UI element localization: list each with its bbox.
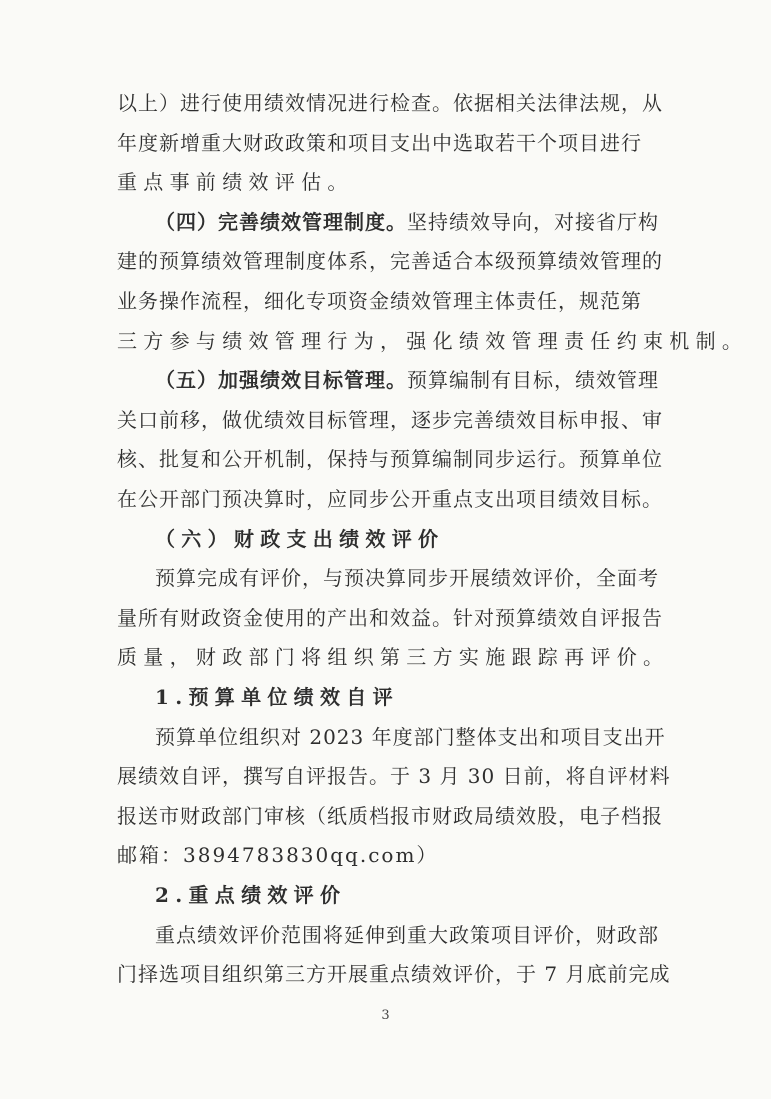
section-heading-4 [155, 209, 659, 235]
text-line [117, 90, 663, 116]
bold-heading: （四）完善绩效管理制度。 [155, 210, 407, 234]
subheading-1 [155, 684, 595, 710]
line-text: 年度新增重大财政政策和项目支出中选取若干个项目进行 [117, 131, 642, 155]
line-text: 展绩效自评，撰写自评报告。于 3 月 30 日前，将自评材料 [117, 764, 671, 788]
text-line [117, 446, 663, 472]
text-line [155, 724, 666, 750]
bold-heading: （六）财政支出绩效评价 [155, 527, 445, 551]
line-text: 报送市财政部门审核（纸质档报市财政局绩效股，电子档报 [117, 804, 663, 828]
line-text: 以上）进行使用绩效情况进行检查。依据相关法律法规，从 [117, 91, 663, 115]
text-line [117, 288, 642, 314]
text-line [117, 248, 663, 274]
text-line [117, 644, 670, 670]
section-heading-5 [155, 367, 659, 393]
section-heading-6 [155, 526, 595, 552]
line-text: 三方参与绩效管理行为，强化绩效管理责任约束机制。 [117, 329, 749, 353]
text-line [117, 407, 663, 433]
page-number: 3 [381, 1008, 390, 1023]
line-text: 预算单位组织对 2023 年度部门整体支出和项目支出开 [155, 725, 666, 749]
text-line [117, 328, 749, 354]
text-line [117, 803, 663, 829]
text-line [117, 763, 671, 789]
text-line [155, 922, 659, 948]
bold-heading: （五）加强绩效目标管理。 [155, 368, 407, 392]
line-text: 质量，财政部门将组织第三方实施跟踪再评价。 [117, 645, 670, 669]
line-text: 业务操作流程，细化专项资金绩效管理主体责任，规范第 [117, 289, 642, 313]
text-line [117, 961, 671, 987]
line-text: 邮箱：3894783830qq.com） [117, 843, 439, 867]
line-text: 核、批复和公开机制，保持与预算编制同步运行。预算单位 [117, 447, 663, 471]
line-text: 重点事前绩效评估。 [117, 170, 354, 194]
email-line [117, 842, 595, 868]
line-text: 量所有财政资金使用的产出和效益。针对预算绩效自评报告 [117, 606, 663, 630]
line-text: 预算完成有评价，与预决算同步开展绩效评价，全面考 [155, 566, 659, 590]
text-line [117, 130, 642, 156]
line-text: 在公开部门预决算时，应同步公开重点支出项目绩效目标。 [117, 487, 663, 511]
bold-heading: 2.重点绩效评价 [155, 883, 347, 907]
line-text: 重点绩效评价范围将延伸到重大政策项目评价，财政部 [155, 923, 659, 947]
text-line [117, 605, 663, 631]
subheading-2 [155, 882, 595, 908]
line-text: 预算编制有目标，绩效管理 [407, 368, 659, 392]
text-line [155, 565, 659, 591]
line-text: 建的预算绩效管理制度体系，完善适合本级预算绩效管理的 [117, 249, 663, 273]
line-text: 坚持绩效导向，对接省厅构 [407, 210, 659, 234]
text-line [117, 486, 663, 512]
line-text: 关口前移，做优绩效目标管理，逐步完善绩效目标申报、审 [117, 408, 663, 432]
bold-heading: 1.预算单位绩效自评 [155, 685, 399, 709]
line-text: 门择选项目组织第三方开展重点绩效评价，于 7 月底前完成 [117, 962, 671, 986]
text-line [117, 169, 595, 195]
